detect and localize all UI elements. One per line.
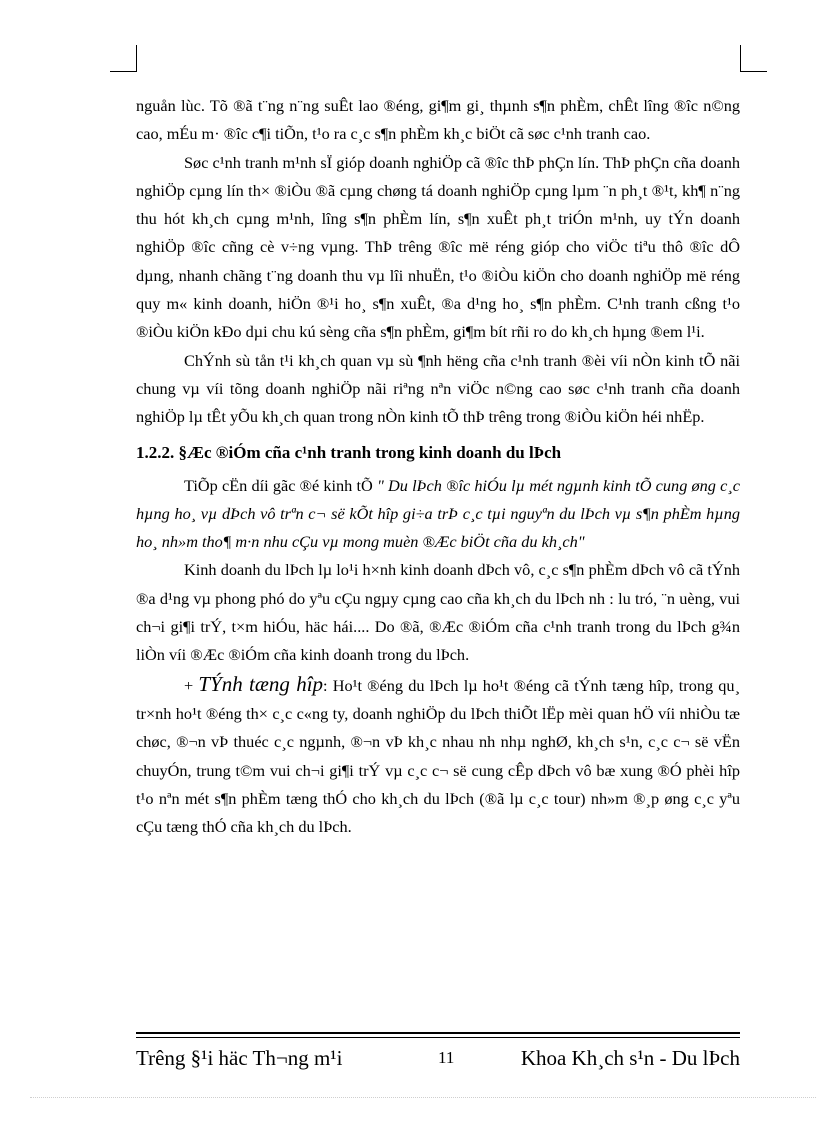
page-number: 11 — [438, 1048, 455, 1067]
paragraph-6 — [136, 670, 740, 842]
paragraph-4 — [136, 472, 740, 557]
page-bottom-edge — [30, 1097, 816, 1098]
footer-faculty: Khoa Kh¸ch s¹n - Du lÞch — [520, 1046, 740, 1070]
page-body — [136, 92, 740, 841]
footer-divider-thin — [136, 1037, 740, 1038]
page-footer — [136, 1046, 740, 1076]
bullet-prefix: + — [184, 675, 199, 695]
footer-school: Trêng §¹i häc Th¬ng m¹i — [136, 1046, 343, 1070]
paragraph-5: Kinh doanh du lÞch lµ lo¹i h×nh kinh doanh dÞch vô, c¸c s¶n phÈm dÞch vô cã tÝnh ®a d¹ng vµ phong phó do yªu cÇu ngµy cµng cao cña kh¸ch du lÞch nh : lu tró, ¨n uèng, vui ch¬i gi¶i trÝ, t×m hiÓu, häc hái.... Do ®ã, ®Æc ®iÓm cña c¹nh tranh trong du lÞch g¾n liÒn víi ®Æc ®iÓm cña kinh doanh trong du lÞch. — [136, 560, 740, 665]
footer-divider — [136, 1032, 740, 1034]
corner-mark-left — [110, 45, 137, 72]
intro-prefix: TiÕp cËn díi gãc ®é kinh tÕ — [184, 475, 377, 495]
corner-mark-right — [740, 45, 767, 72]
paragraph-3: ChÝnh sù tån t¹i kh¸ch quan vµ sù ¶nh hëng cña c¹nh tranh ®èi víi nÒn kinh tÕ nãi chung vµ víi tõng doanh nghiÖp nãi riªng nªn viÖc n©ng cao søc c¹nh tranh cña doanh nghiÖp lµ tÊt yÕu kh¸ch quan trong nÒn kinh tÕ thÞ trêng trong ®iÒu kiÖn héi nhËp. — [136, 350, 740, 427]
paragraph-6-text: : Ho¹t ®éng du lÞch lµ ho¹t ®éng cã tÝnh tæng hîp, trong qu¸ tr×nh ho¹t ®éng th× c¸c c«ng ty, doanh nghiÖp du lÞch thiÕt lËp mèi quan hÖ víi nhiÒu tæ chøc, ®¬n vÞ thuéc c¸c ngµnh, ®¬n vÞ kh¸c nhau nh nhµ nghØ, kh¸ch s¹n, c¸c c¬ së vËn chuyÓn, trung t©m vui ch¬i gi¶i trÝ vµ c¸c c¬ së cung cÊp dÞch vô bæ xung ®Ó phèi hîp t¹o nªn mét s¶n phÈm tæng thÓ cho kh¸ch du lÞch (®ã lµ c¸c tour) nh»m ®¸p øng c¸c yªu cÇu tæng thÓ cña kh¸ch du lÞch. — [136, 675, 740, 837]
paragraph-2: Søc c¹nh tranh m¹nh sÏ gióp doanh nghiÖp cã ®îc thÞ phÇn lín. ThÞ phÇn cña doanh nghiÖp cµng lín th× ®iÒu ®ã cµng chøng tá doanh nghiÖp cµng lµm ¨n ph¸t ®¹t, kh¶ n¨ng thu hót kh¸ch cµng m¹nh, lîng s¶n phÈm lín, s¶n xuÊt ph¸t triÓn m¹nh, uy tÝn doanh nghiÖp ®îc cñng cè v÷ng vµng. ThÞ trêng ®îc më réng gióp cho viÖc tiªu thô ®îc dÔ dµng, nhanh chãng t¨ng doanh thu vµ lîi nhuËn, t¹o ®iÒu kiÖn cho doanh nghiÖp më réng quy m« kinh doanh, hiÖn ®¹i ho¸ s¶n xuÊt, ®a d¹ng ho¸ s¶n phÈm. C¹nh tranh cßng t¹o ®iÒu kiÖn kÐo dµi chu kú sèng cña s¶n phÈm, gi¶m bít rñi ro do kh¸ch hµng ®em l¹i. — [136, 152, 740, 342]
section-heading: 1.2.2. §Æc ®iÓm cña c¹nh tranh trong kinh doanh du lÞch — [136, 442, 562, 462]
definition-quote: " Du lÞch ®îc hiÓu lµ mét ngµnh kinh tÕ cung øng c¸c hµng ho¸ vµ dÞch vô trªn c¬ së kÕt hîp gi÷a trÞ c¸c tµi nguyªn du lÞch vµ s¶n phÈm hµng ho¸ nh»m tho¶ m·n nhu cÇu vµ mong muèn ®Æc biÖt cña du kh¸ch" — [136, 475, 740, 552]
term-heading: TÝnh tæng hîp — [198, 671, 324, 696]
paragraph-1: nguån lùc. Tõ ®ã t¨ng n¨ng suÊt lao ®éng, gi¶m gi¸ thµnh s¶n phÈm, chÊt lîng ®îc n©ng cao, mÉu m· ®îc c¶i tiÕn, t¹o ra c¸c s¶n phÈm kh¸c biÖt cã søc c¹nh tranh cao. — [136, 96, 740, 144]
